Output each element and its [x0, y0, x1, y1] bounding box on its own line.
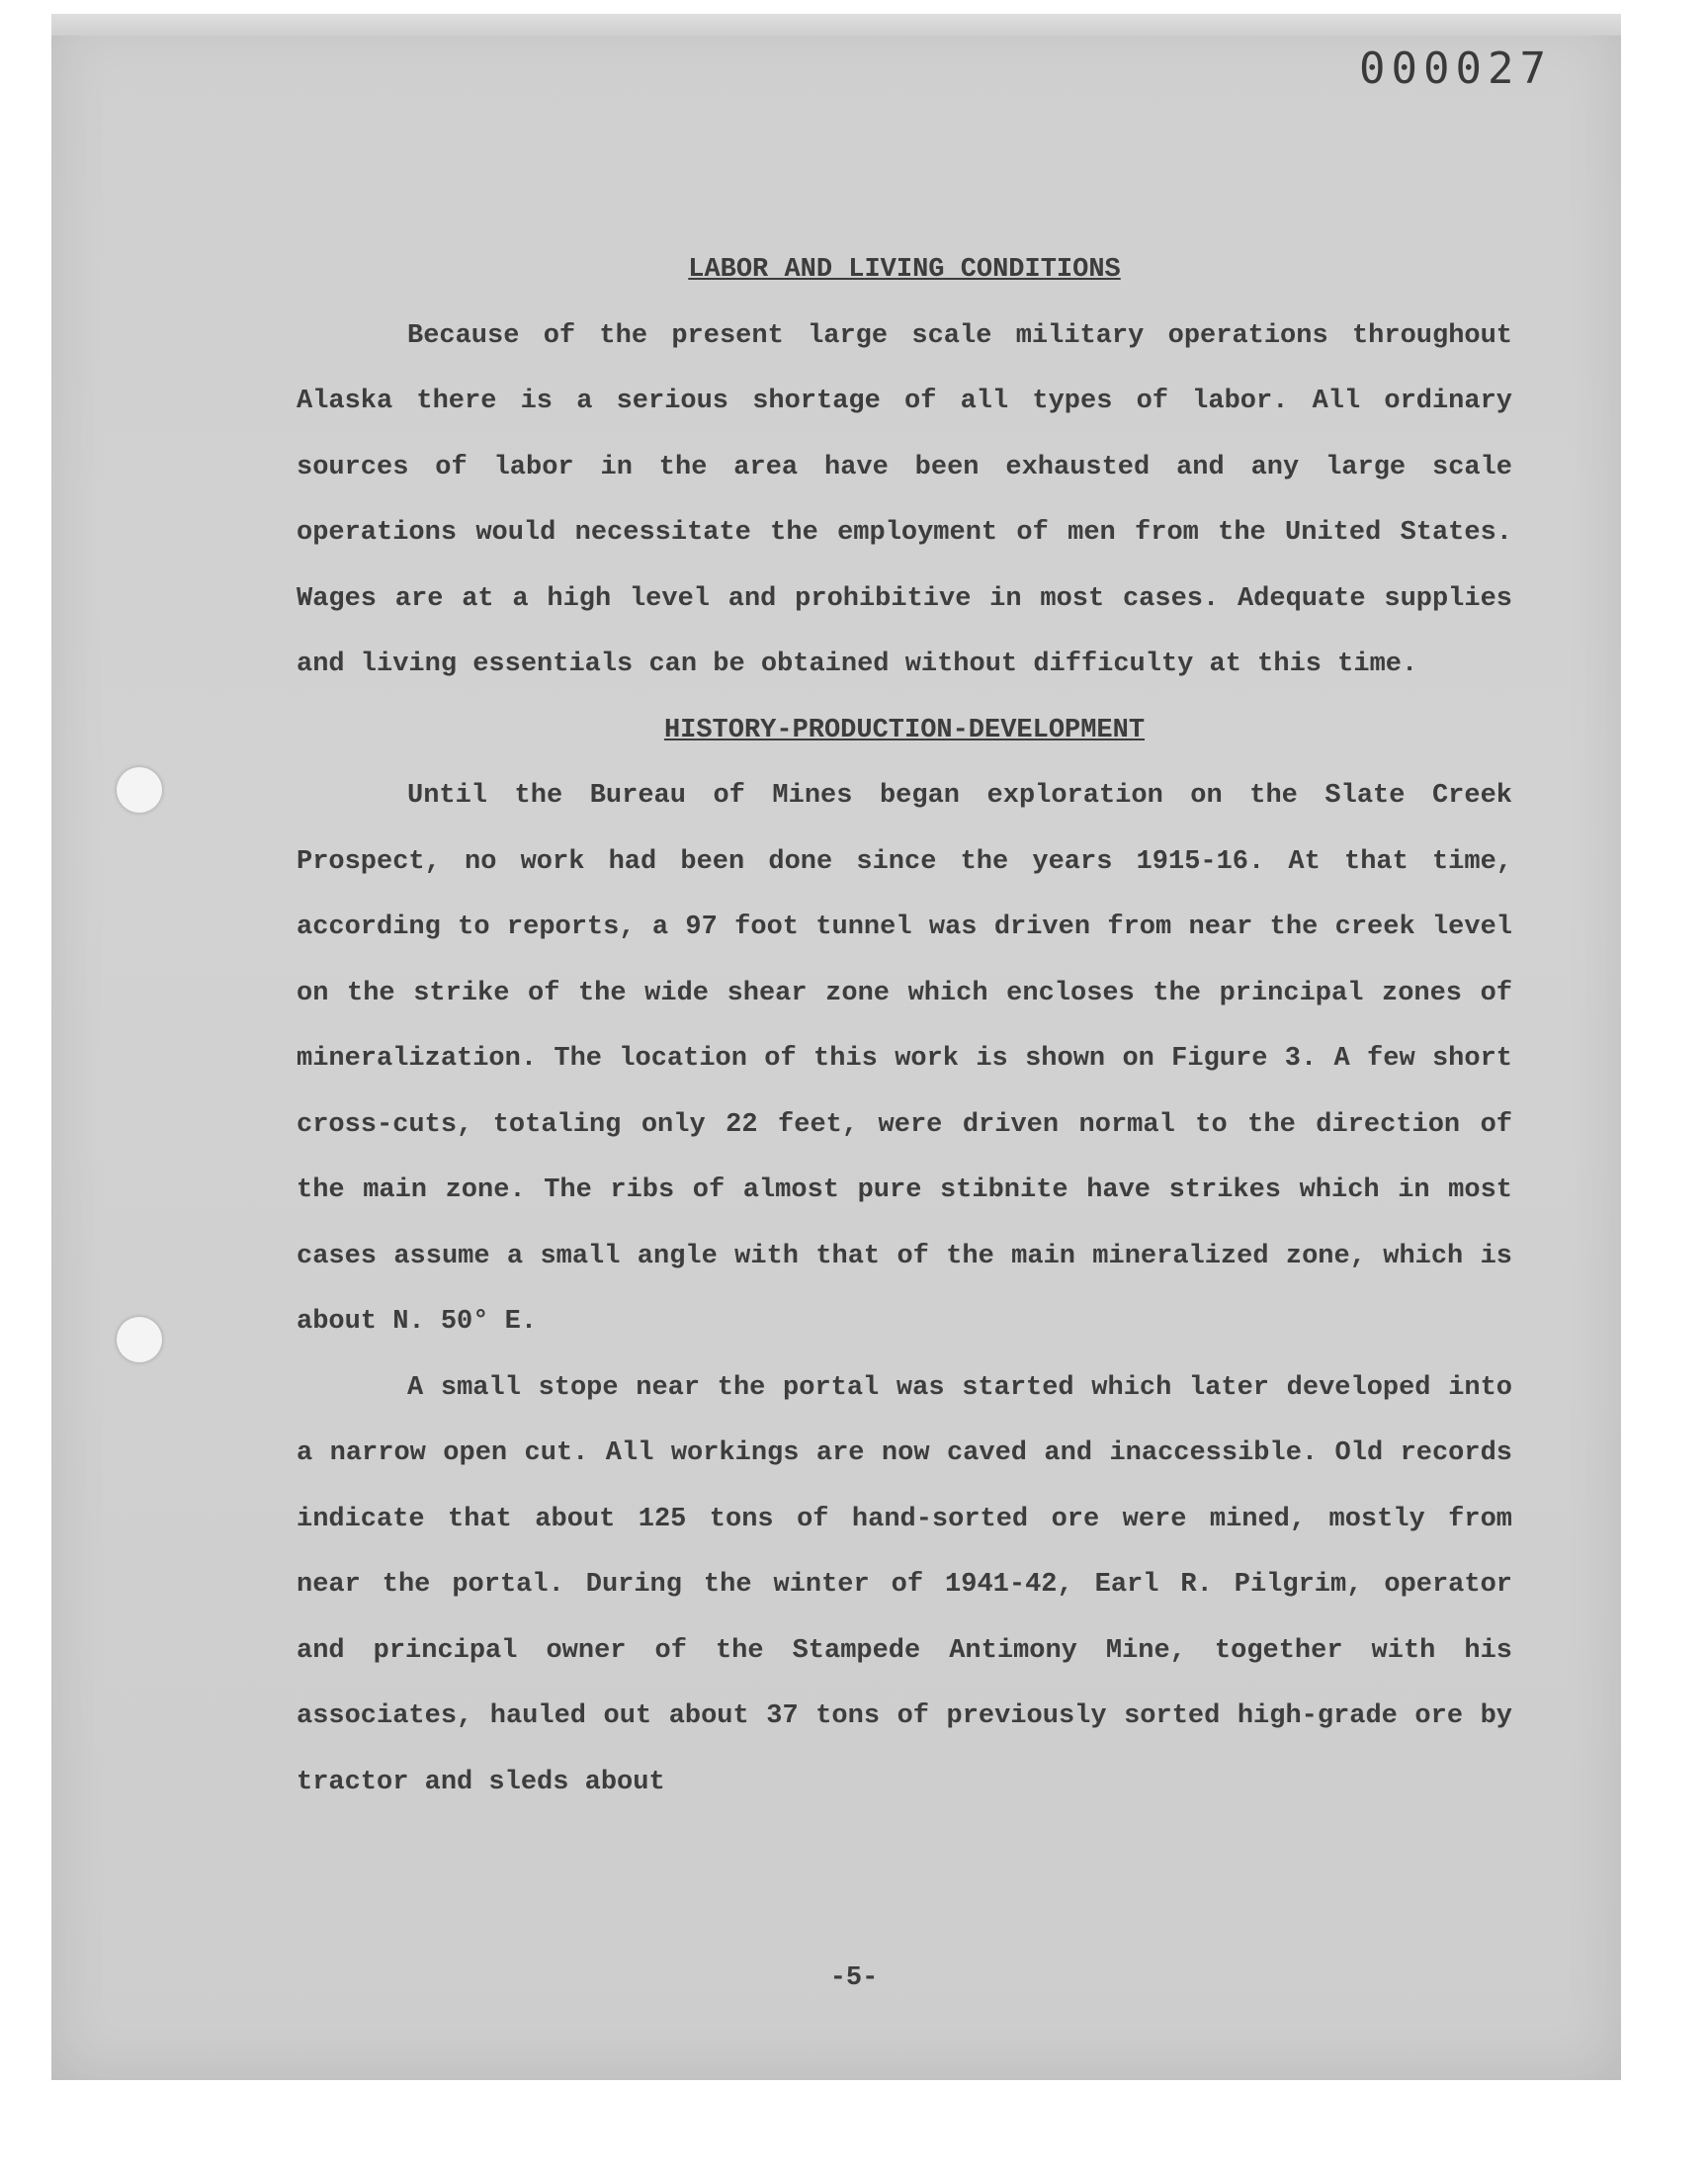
document-stamp-number: 000027: [1359, 44, 1552, 94]
paragraph-labor: Because of the present large scale military operations throughout Alaska there is a serious shortage of all types of labor. All ordinary sources of labor in the area have been exhausted and any large scale operations would necessitate the employment of men from the United States. Wages are at a high level and prohibitive in most cases. Adequate supplies and living essentials can be obtained without difficulty at this time.: [297, 320, 1512, 679]
page-top-edge: [51, 14, 1621, 36]
heading-history-production-development: HISTORY-PRODUCTION-DEVELOPMENT: [663, 715, 1146, 745]
paragraph-history-1: Until the Bureau of Mines began exploration on the Slate Creek Prospect, no work had been done since the years 1915-16. At that time, according to reports, a 97 foot tunnel was driven from near the creek level on the strike of the wide shear zone which encloses the principal zones of mineralization. The location of this work is shown on Figure 3. A few short cross-cuts, totaling only 22 feet, were driven normal to the direction of the main zone. The ribs of almost pure stibnite have strikes which in most cases assume a small angle with that of the main mineralized zone, which is about N. 50° E.: [297, 781, 1512, 1337]
page-number: -5-: [829, 1963, 879, 1993]
heading-labor-and-living-conditions: LABOR AND LIVING CONDITIONS: [688, 255, 1121, 285]
punch-hole-upper: [117, 767, 162, 813]
document-body: [297, 237, 1512, 1815]
paragraph-history-2: A small stope near the portal was started which later developed into a narrow open cut. All workings are now caved and inaccessible. Old records indicate that about 125 tons of hand-sorted ore were mined, mostly from near the portal. During the winter of 1941-42, Earl R. Pilgrim, operator and principal owner of the Stampede Antimony Mine, together with his associates, hauled out about 37 tons of previously sorted high-grade ore by tractor and sleds about: [297, 1372, 1512, 1797]
punch-hole-lower: [117, 1317, 162, 1362]
